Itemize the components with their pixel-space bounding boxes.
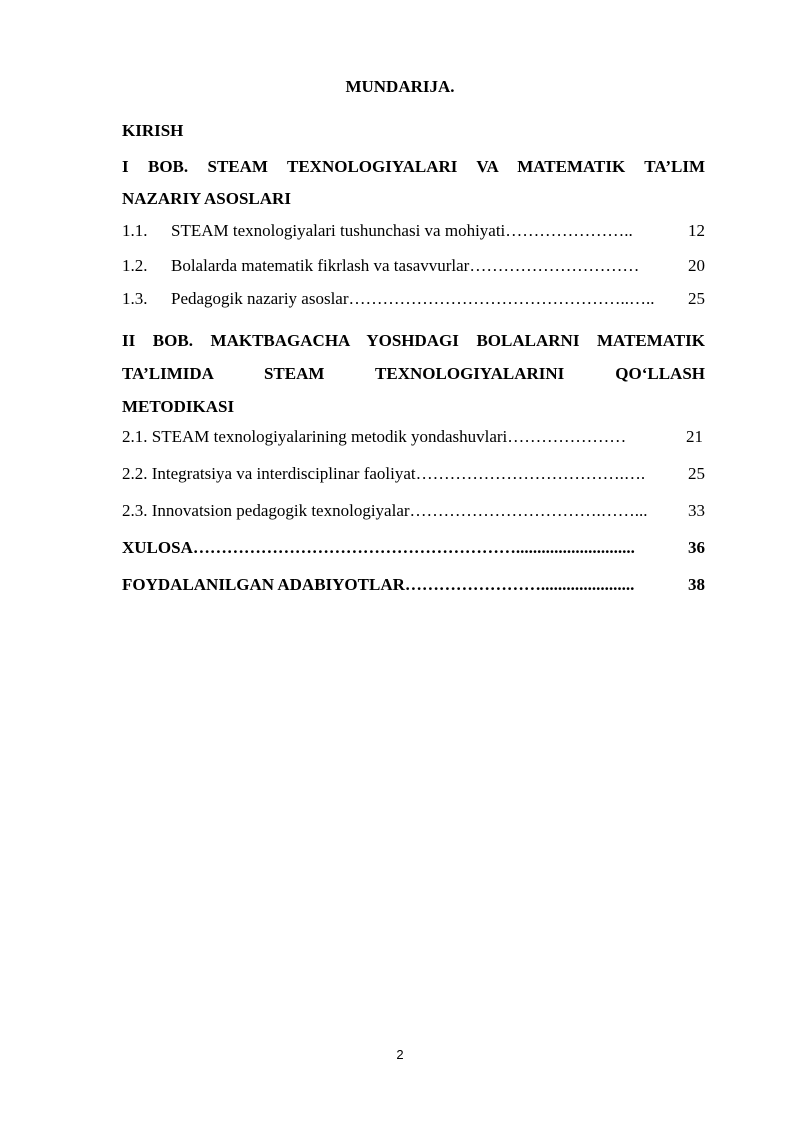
toc-entry-2-3 [122,501,705,521]
toc-entry-page: 12 [688,221,705,240]
toc-entry-2-1 [122,427,703,447]
toc-entry-number: 1.1. [122,221,148,240]
toc-entry-page: 20 [688,256,705,275]
chapter2-title-line3: METODIKASI [122,397,235,416]
chapter2-title-line1: II BOB. MAKTBAGACHA YOSHDAGI BOLALARNI MATEMATIK [122,331,705,350]
toc-heading: MUNDARIJA. [345,77,455,96]
toc-entry-page: 25 [688,289,705,308]
toc-entry-leader: ……………………...................... [404,575,635,594]
toc-entry-leader: ……………………………….…. [415,464,646,483]
toc-entry-1-1 [122,221,705,241]
toc-references [122,575,705,595]
toc-intro: KIRISH [122,121,184,140]
toc-entry-leader: ………………….. [505,221,633,240]
toc-entry-page: 25 [688,464,705,483]
toc-entry-leader: …………………………………………..….. [348,289,655,308]
chapter2-title-line2: TA’LIMIDA STEAM TEXNOLOGIYALARINI QO‘LLASH [122,364,705,383]
toc-entry-leader: …………………………………………………............................ [192,538,635,557]
toc-entry-2-2 [122,464,705,484]
toc-entry-text: Bolalarda matematik fikrlash va tasavvurlar [171,256,470,275]
toc-entry-text: XULOSA [122,538,193,557]
toc-entry-text: 2.2. Integratsiya va interdisciplinar faoliyat [122,464,416,483]
chapter1-title-line2: NAZARIY ASOSLARI [122,189,291,208]
toc-entry-text: 2.1. STEAM texnologiyalarining metodik yondashuvlari [122,427,508,446]
toc-entry-page: 21 [686,427,703,446]
toc-entry-text: Pedagogik nazariy asoslar [171,289,349,308]
toc-entry-leader: ………………………… [469,256,640,275]
toc-entry-1-3 [122,289,705,309]
toc-entry-page: 36 [688,538,705,557]
toc-entry-page: 33 [688,501,705,520]
toc-entry-text: STEAM texnologiyalari tushunchasi va mohiyati [171,221,506,240]
toc-entry-leader: …………………………….……... [409,501,648,520]
toc-entry-1-2 [122,256,705,276]
chapter1-title-line1: I BOB. STEAM TEXNOLOGIYALARI VA MATEMATIK TA’LIM [122,157,705,176]
page-number: 2 [396,1047,404,1062]
toc-entry-number: 1.3. [122,289,148,308]
toc-conclusion [122,538,705,558]
toc-entry-number: 1.2. [122,256,148,275]
toc-entry-page: 38 [688,575,705,594]
toc-entry-text: FOYDALANILGAN ADABIYOTLAR [122,575,405,594]
toc-entry-text: 2.3. Innovatsion pedagogik texnologiyalar [122,501,410,520]
toc-entry-leader: ………………… [507,427,627,446]
